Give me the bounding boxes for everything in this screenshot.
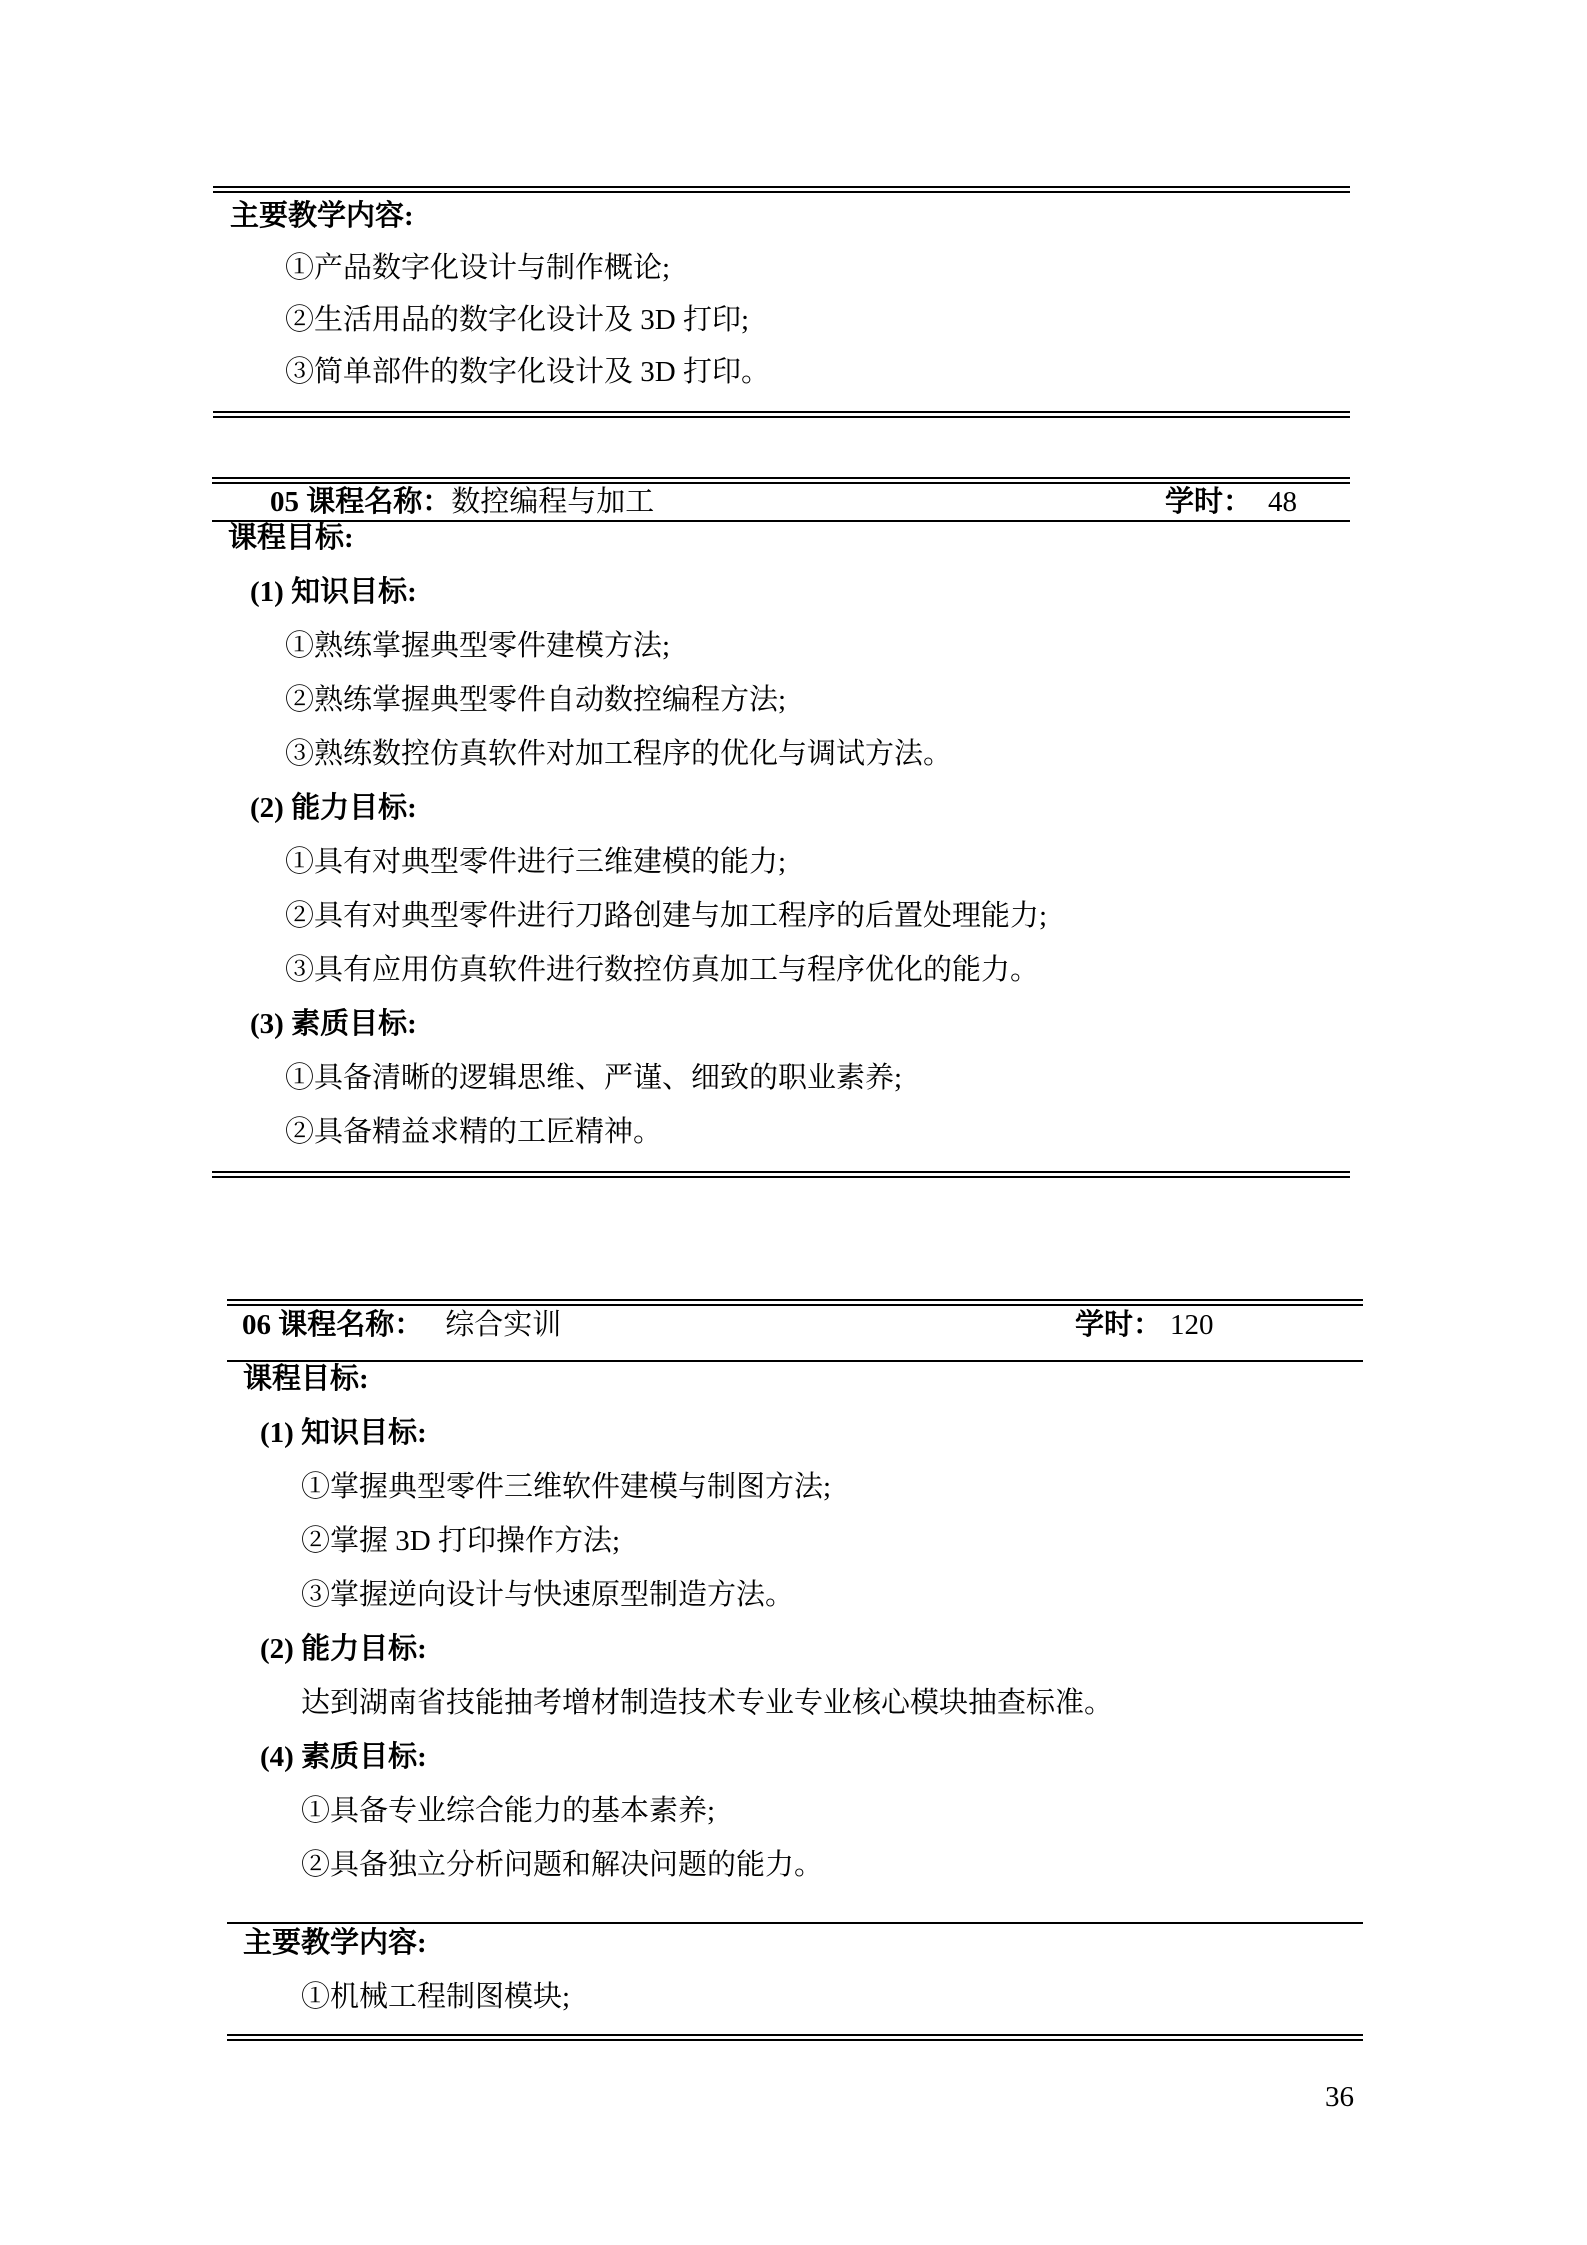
goal-item: ①具有对典型零件进行三维建模的能力; [285, 846, 787, 878]
section-divider [227, 1922, 1363, 1924]
teaching-content-title: 主要教学内容: [243, 1927, 427, 1959]
table-rule-top [213, 186, 1350, 193]
goal-item: ①熟练掌握典型零件建模方法; [285, 630, 671, 662]
goal-item: ②熟练掌握典型零件自动数控编程方法; [285, 684, 787, 716]
goal-heading-quality: (3) 素质目标: [250, 1008, 417, 1040]
teaching-item: ①产品数字化设计与制作概论; [285, 252, 671, 284]
teaching-content-title: 主要教学内容: [230, 200, 414, 232]
course-number-label: 06 课程名称： [242, 1309, 424, 1341]
table-rule-bottom [213, 411, 1350, 418]
goal-heading-ability: (2) 能力目标: [260, 1633, 427, 1665]
hours-label: 学时： [1075, 1309, 1163, 1341]
header-divider [212, 520, 1350, 522]
goal-paragraph: 达到湖南省技能抽考增材制造技术专业专业核心模块抽查标准。 [301, 1687, 1114, 1719]
goal-item: ②具备精益求精的工匠精神。 [285, 1116, 663, 1148]
course-hours [1165, 484, 1297, 520]
hours-label: 学时： [1165, 486, 1253, 518]
course-06-header-row [227, 1306, 1363, 1344]
hours-value: 120 [1170, 1309, 1214, 1341]
page-number: 36 [1325, 2081, 1354, 2113]
course-name: 综合实训 [445, 1309, 562, 1341]
table-rule-bottom [227, 2034, 1363, 2041]
teaching-item: ③简单部件的数字化设计及 3D 打印。 [285, 356, 770, 388]
table-rule-top [212, 477, 1350, 484]
goal-item: ③具有应用仿真软件进行数控仿真加工与程序优化的能力。 [285, 954, 1040, 986]
header-divider [227, 1360, 1363, 1362]
course-goal-title: 课程目标: [243, 1363, 369, 1395]
course-number-label: 05 课程名称： [270, 486, 452, 518]
goal-item: ②具备独立分析问题和解决问题的能力。 [301, 1849, 824, 1881]
course-hours [1075, 1306, 1214, 1344]
goal-heading-quality: (4) 素质目标: [260, 1741, 427, 1773]
goal-item: ③熟练数控仿真软件对加工程序的优化与调试方法。 [285, 738, 953, 770]
goal-item: ①掌握典型零件三维软件建模与制图方法; [301, 1471, 832, 1503]
goal-item: ③掌握逆向设计与快速原型制造方法。 [301, 1579, 795, 1611]
course-05-header-row [212, 484, 1350, 520]
course-name: 数控编程与加工 [451, 486, 655, 518]
course-goal-title: 课程目标: [228, 522, 354, 554]
goal-heading-ability: (2) 能力目标: [250, 792, 417, 824]
goal-item: ②具有对典型零件进行刀路创建与加工程序的后置处理能力; [285, 900, 1048, 932]
hours-value: 48 [1268, 486, 1298, 518]
goal-item: ①具备专业综合能力的基本素养; [301, 1795, 716, 1827]
teaching-item: ①机械工程制图模块; [301, 1981, 571, 2013]
teaching-item: ②生活用品的数字化设计及 3D 打印; [285, 304, 750, 336]
goal-heading-knowledge: (1) 知识目标: [250, 576, 417, 608]
goal-heading-knowledge: (1) 知识目标: [260, 1417, 427, 1449]
teaching-content-block-top [213, 186, 1350, 418]
table-rule-bottom [212, 1171, 1350, 1178]
course-06-block [227, 1299, 1363, 2041]
goal-item: ②掌握 3D 打印操作方法; [301, 1525, 621, 1557]
table-rule-top [227, 1299, 1363, 1306]
goal-item: ①具备清晰的逻辑思维、严谨、细致的职业素养; [285, 1062, 903, 1094]
course-05-block [212, 477, 1350, 1178]
